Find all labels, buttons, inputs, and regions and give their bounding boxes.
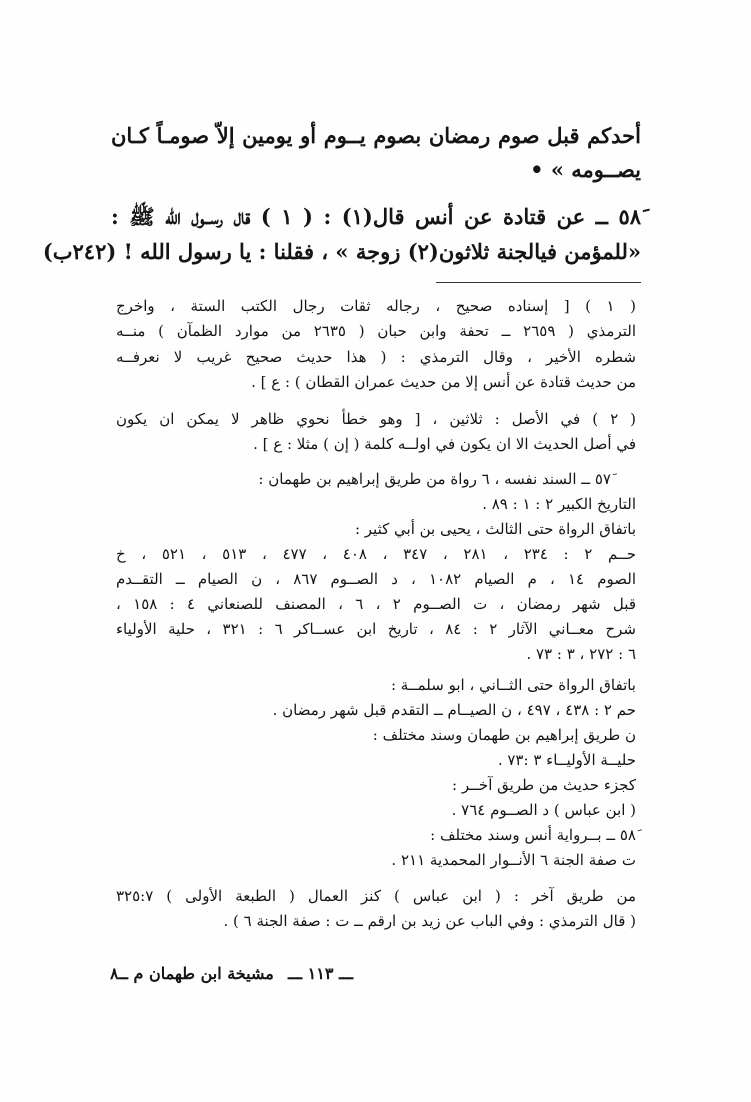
running-title: مشيخة ابن طهمان م ــ٨ [110,964,274,983]
note-line-19: كجزء حديث من طريق آخــر : [452,776,636,794]
note-line-9: باتفاق الرواة حتى الثالث ، يحيى بن أبي كثير : [354,520,636,538]
note-line-20: ( ابن عباس ) د الصــوم ٧٦٤ . [451,801,636,819]
note-line-14: ٦ : ٢٧٢ ، ٣ : ٧٣ . [526,645,636,663]
note-line-22: ت صفة الجنة ٦ الأنــوار المحمدية ٢١١ . [391,851,636,869]
note-line-11: الصوم ١٤ ، م الصيام ١٠٨٢ ، د الصــوم ٨٦٧ ، ن الصيام ــ التقــدم [116,570,636,588]
note-line-5: ( ٢ ) في الأصل : ثلاثين ، [ وهو خطأ نحوي ظاهر لا يمكن ان يكون [116,410,636,428]
note-line-23: من طريق آخر : ( ابن عباس ) كنز العمال ( الطبعة الأولى ) ٣٢٥:٧ [116,887,636,905]
main-text-line-4: «للمؤمن فيالجنة ثلاثون(٢) زوجة » ، فقلنا : يا رسول الله ! (٢٤٢ب) [42,239,641,264]
note-line-4: من حديث قتادة عن أنس إلا من حديث عمران القطان ) : ع ] . [251,373,636,391]
note-line-16: حم ٢ : ٤٣٨ ، ٤٩٧ ، ن الصيــام ــ التقدم قبل شهر رمضان . [272,701,636,719]
page-number: ـــ ١١٣ ـــ [288,964,354,983]
note-line-21: ٥٨َ ــ بــرواية أنس وسند مختلف : [430,826,636,844]
note-line-17: ن طريق إبراهيم بن طهمان وسند مختلف : [372,726,636,744]
note-line-24: ( قال الترمذي : وفي الباب عن زيد بن ارقم ــ ت : صفة الجنة ٦ ) . [223,912,636,930]
note-line-10: حــم ٢ : ٢٣٤ ، ٢٨١ ، ٣٤٧ ، ٤٠٨ ، ٤٧٧ ، ٥١٣ ، ٥٢١ ، خ [116,545,636,563]
main-text-line-2: يصــومه » • [530,157,641,182]
note-line-1: ( ١ ) [ إسناده صحيح ، رجاله ثقات رجال الكتب الستة ، واخرج [116,297,636,315]
note-line-7: ٥٧َ ــ السند نفسه ، ٦ رواة من طريق إبراهيم بن طهمان : [258,470,611,488]
note-line-2: الترمذي ( ٢٦٥٩ ــ تحفة وابن حبان ( ٢٦٣٥ من موارد الظمآن ) منــه [116,322,636,340]
main-text-line-3: ٥٨َ ــ عن قتادة عن أنس قال(١) : ( ١ ) قال رســول الله ﷺ : [111,204,641,229]
note-line-8: التاريخ الكبير ٢ : ١ : ٨٩ . [482,495,636,513]
main-text-line-1: أحدكم قبل صوم رمضان بصوم يــوم أو يومين إلاّ صومـاً كـان [111,123,641,148]
note-line-13: شرح معــاني الآثار ٢ : ٨٤ ، تاريخ ابن عســاكر ٦ : ٣٢١ ، حلية الأولياء [116,620,636,638]
note-line-12: قبل شهر رمضان ، ت الصــوم ٢ ، ٦ ، المصنف للصنعاني ٤ : ١٥٨ ، [116,595,636,613]
note-line-15: باتفاق الرواة حتى الثــاني ، ابو سلمــة : [390,676,636,694]
footnote-separator [436,282,641,283]
note-line-3: شطره الأخير ، وقال الترمذي : ( هذا حديث صحيح غريب لا نعرفــه [116,348,636,366]
note-line-6: في أصل الحديث الا ان يكون في اولــه كلمة ( إن ) مثلا : ع ] . [253,435,636,453]
note-line-18: حليــة الأوليــاء ٣ :٧٣ . [497,751,636,769]
